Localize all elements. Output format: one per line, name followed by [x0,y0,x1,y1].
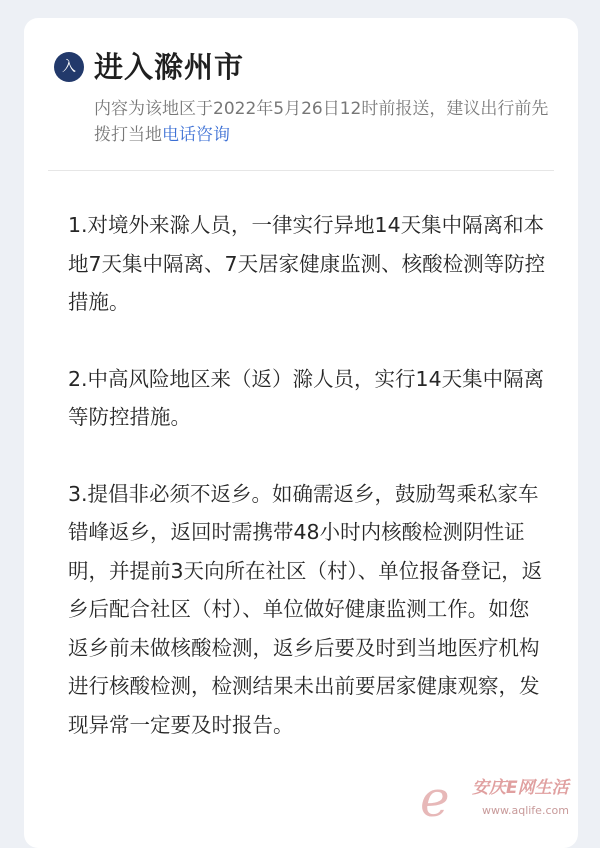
watermark-site-name: 安庆E网生活 [472,778,569,798]
notice-text: 内容为该地区于2022年5月26日12时前报送，建议出行前先拨打当地 [94,99,549,145]
phone-consult-link[interactable]: 电话咨询 [162,125,230,145]
policy-card [24,18,578,848]
site-watermark [420,772,598,828]
page-title: 进入滁州市 [94,50,245,84]
report-notice [94,96,549,148]
policy-item-3: 3.提倡非必须不返乡。如确需返乡，鼓励驾乘私家车错峰返乡，返回时需携带48小时内核酸检测阴性证明，并提前3天向所在社区（村）、单位报备登记，返乡后配合社区（村）、单位做好健康监测工作。如您返乡前未做核酸检测，返乡后要及时到当地医疗机构进行核酸检测，检测结果未出前要居家健康观察，发现异常一定要及时报告。 [68,481,543,737]
policy-content [68,206,548,782]
policy-item-1: 1.对境外来滁人员，一律实行异地14天集中隔离和本地7天集中隔离、7天居家健康监测、核酸检测等防控措施。 [68,213,546,314]
policy-item-2: 2.中高风险地区来（返）滁人员，实行14天集中隔离等防控措施。 [68,366,545,429]
entry-badge-icon: 入 [54,52,84,82]
divider [48,170,554,171]
watermark-logo-icon: e [420,770,450,828]
watermark-url: www.aqlife.com [482,804,569,817]
